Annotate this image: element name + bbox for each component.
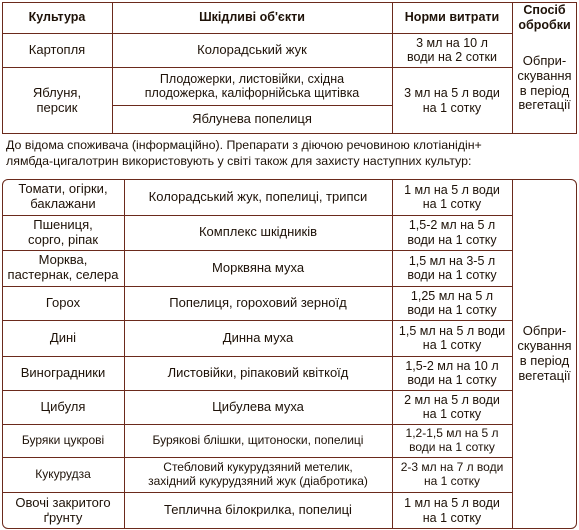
table2-row6-culture: Виноградники (20, 364, 106, 380)
table2-row8-culture: Буряки цукрові (21, 432, 105, 447)
table1-row3-pests: Яблунева попелиця (192, 111, 312, 127)
table2-row4-culture: Горох (45, 294, 81, 310)
table2-row7-culture: Цибуля (40, 398, 86, 414)
header-method: Спосіб обробки (518, 3, 571, 32)
table2-row10-culture: Овочі закритого ґрунту (15, 494, 111, 525)
table1-row1-culture: Картопля (28, 41, 86, 57)
table2-row4-rate: 1,25 мл на 5 л води на 1 сотку (407, 288, 497, 317)
header-rates: Норми витрати (404, 10, 500, 25)
table2-row8-pests: Бурякові блішки, щитоноски, попелиці (152, 432, 364, 447)
table2-method: Обпри- скування в період вегетації (517, 323, 572, 383)
table2-row2-pests: Комплекс шкідників (198, 224, 318, 240)
table2-row10-pests: Теплична білокрилка, попелиці (164, 502, 352, 518)
table2-row1-rate: 1 мл на 5 л води на 1 сотку (404, 182, 500, 211)
table2-row5-rate: 1,5 мл на 5 л води на 1 сотку (398, 323, 506, 352)
table1-row2-pests: Плодожерки, листовійки, східна плодожерка, каліфорнійська щитівка (144, 71, 360, 100)
table1-row2-culture: Яблуня, персик (32, 84, 82, 115)
table2-row7-pests: Цибулева муха (212, 398, 304, 414)
table2-row9-rate: 2-3 мл на 7 л води на 1 сотку (400, 459, 504, 488)
table2-row1-culture: Томати, огірки, баклажани (18, 181, 108, 211)
table2-row9-pests: Стебловий кукурудзяний метелик, західний кукурудзяний жук (діабротика) (148, 459, 368, 488)
consumer-note: До відома споживача (інформаційно). Препарати з діючою речовиною клотіанідін+ лямбда-цигалотрин використовують у світі також для захисту наступних культур: (6, 138, 482, 169)
table1-row2-rate: 3 мл на 5 л води на 1 сотку (404, 86, 500, 115)
table2-row2-culture: Пшениця, сорго, ріпак (27, 216, 99, 247)
table2-row4-pests: Попелиця, гороховий зерноїд (169, 294, 347, 310)
header-pests: Шкідливі об'єкти (199, 10, 305, 25)
table2-row3-culture: Морква, пастернак, селера (7, 252, 119, 282)
table2-row5-culture: Дині (49, 329, 77, 345)
table2-row3-rate: 1,5 мл на 3-5 л води на 1 сотку (407, 253, 497, 282)
table2-row3-pests: Морквяна муха (211, 259, 305, 275)
table2-row9-culture: Кукурудза (35, 466, 91, 481)
table2-row5-pests: Динна муха (222, 329, 294, 345)
table2-row7-rate: 2 мл на 5 л води на 1 сотку (404, 392, 500, 421)
table2-row10-rate: 1 мл на 5 л води на 1 сотку (404, 496, 500, 525)
table1-row1-pests: Колорадський жук (197, 41, 307, 57)
header-culture: Культура (28, 10, 86, 25)
table2-row2-rate: 1,5-2 мл на 5 л води на 1 сотку (407, 218, 497, 247)
table2-row1-pests: Колорадський жук, попелиці, трипси (148, 188, 368, 204)
table2-row8-rate: 1,2-1,5 мл на 5 л води на 1 сотку (405, 425, 499, 454)
table2-row6-pests: Листовійки, ріпаковий квіткоїд (167, 364, 349, 380)
table1-row1-rate: 3 мл на 10 л води на 2 сотки (407, 35, 497, 64)
table2-row6-rate: 1,5-2 мл на 10 л води на 1 сотку (405, 358, 499, 387)
table1-method: Обпри- скування в період вегетації (517, 52, 572, 113)
